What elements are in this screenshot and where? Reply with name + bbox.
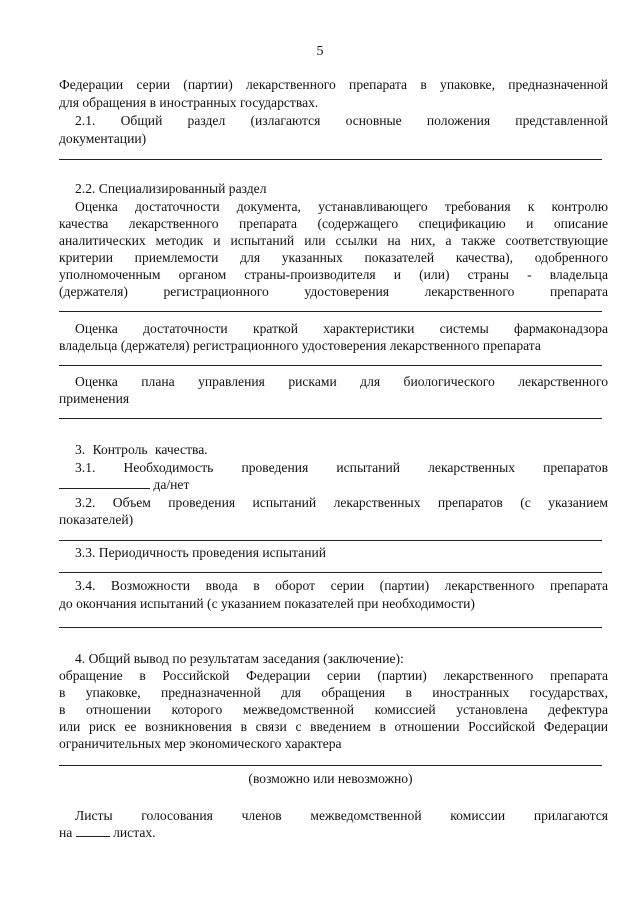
section-2-1-line-1: 2.1. Общий раздел (излагаются основные положения представленной	[75, 113, 608, 128]
section-3-2-line-2: показателей)	[59, 512, 134, 527]
answer-line	[59, 159, 602, 160]
section-3-heading: 3. Контроль качества.	[75, 442, 208, 457]
answer-line	[59, 365, 602, 366]
section-2-2-heading: 2.2. Специализированный раздел	[75, 181, 267, 196]
section-3-4-line-1: 3.4. Возможности ввода в оборот серии (партии) лекарственного препарата	[75, 578, 608, 593]
sheet-count-blank	[76, 836, 110, 837]
section-3-3: 3.3. Периодичность проведения испытаний	[75, 545, 327, 560]
section-3-1-line-1: 3.1. Необходимость проведения испытаний лекарственных препаратов	[75, 460, 608, 475]
answer-line	[59, 627, 602, 628]
answer-line	[59, 765, 602, 766]
section-2-1-line-2: документации)	[59, 131, 147, 146]
section-4-heading: 4. Общий вывод по результатам заседания (заключение):	[75, 651, 404, 666]
section-2-2-p1-line: уполномоченным органом страны-производителя и (или) страны - владельца	[59, 267, 608, 282]
section-2-2-p1-line: Оценка достаточности документа, устанавливающего требования к контролю	[75, 199, 608, 214]
answer-line	[59, 572, 602, 573]
section-4-caption: (возможно или невозможно)	[248, 771, 413, 786]
footer-prefix: на	[59, 825, 73, 840]
section-4-line: ограничительных мер экономического характера	[59, 736, 342, 751]
section-2-2-p1-line: качества лекарственного препарата (содержащего спецификацию и описание	[59, 216, 608, 231]
section-2-2-p3-line: применения	[59, 391, 130, 406]
page-number: 5	[316, 44, 324, 59]
footer-line-2	[59, 824, 608, 841]
section-3-1-answer-row	[59, 476, 608, 493]
intro-line-1: Федерации серии (партии) лекарственного препарата в упаковке, предназначенной	[59, 77, 608, 92]
section-4-line: обращение в Российской Федерации серии (партии) лекарственного препарата	[59, 668, 608, 683]
section-3-4-line-2: до окончания испытаний (с указанием показателей при необходимости)	[59, 596, 475, 611]
section-4-line: в отношении которого межведомственной комиссией установлена дефектура	[59, 702, 608, 717]
answer-line	[59, 311, 602, 312]
section-4-line: или риск ее возникновения в связи с введением в отношении Российской Федерации	[59, 719, 608, 734]
answer-blank	[59, 488, 150, 489]
section-3-2-line-1: 3.2. Объем проведения испытаний лекарственных препаратов (с указанием	[75, 495, 608, 510]
section-2-2-p2-line: Оценка достаточности краткой характеристики системы фармаконадзора	[75, 321, 608, 336]
footer-suffix: листах.	[113, 825, 156, 840]
footer-line-1: Листы голосования членов межведомственной комиссии прилагаются	[75, 808, 608, 823]
section-2-2-p3-line: Оценка плана управления рисками для биологического лекарственного	[75, 374, 608, 389]
section-2-2-p2-line: владельца (держателя) регистрационного удостоверения лекарственного препарата	[59, 338, 541, 353]
section-4-line: в упаковке, предназначенной для обращения в иностранных государствах,	[59, 685, 608, 700]
yes-no-label: да/нет	[153, 477, 190, 492]
intro-line-2: для обращения в иностранных государствах.	[59, 95, 319, 110]
answer-line	[59, 540, 602, 541]
answer-line	[59, 418, 602, 419]
section-2-2-p1-line: аналитических методик и испытаний или ссылки на них, а также соответствующие	[59, 233, 608, 248]
section-2-2-p1-line: (держателя) регистрационного удостоверения лекарственного препарата	[59, 284, 608, 299]
section-2-2-p1-line: критерии приемлемости для указанных показателей качества), одобренного	[59, 250, 608, 265]
